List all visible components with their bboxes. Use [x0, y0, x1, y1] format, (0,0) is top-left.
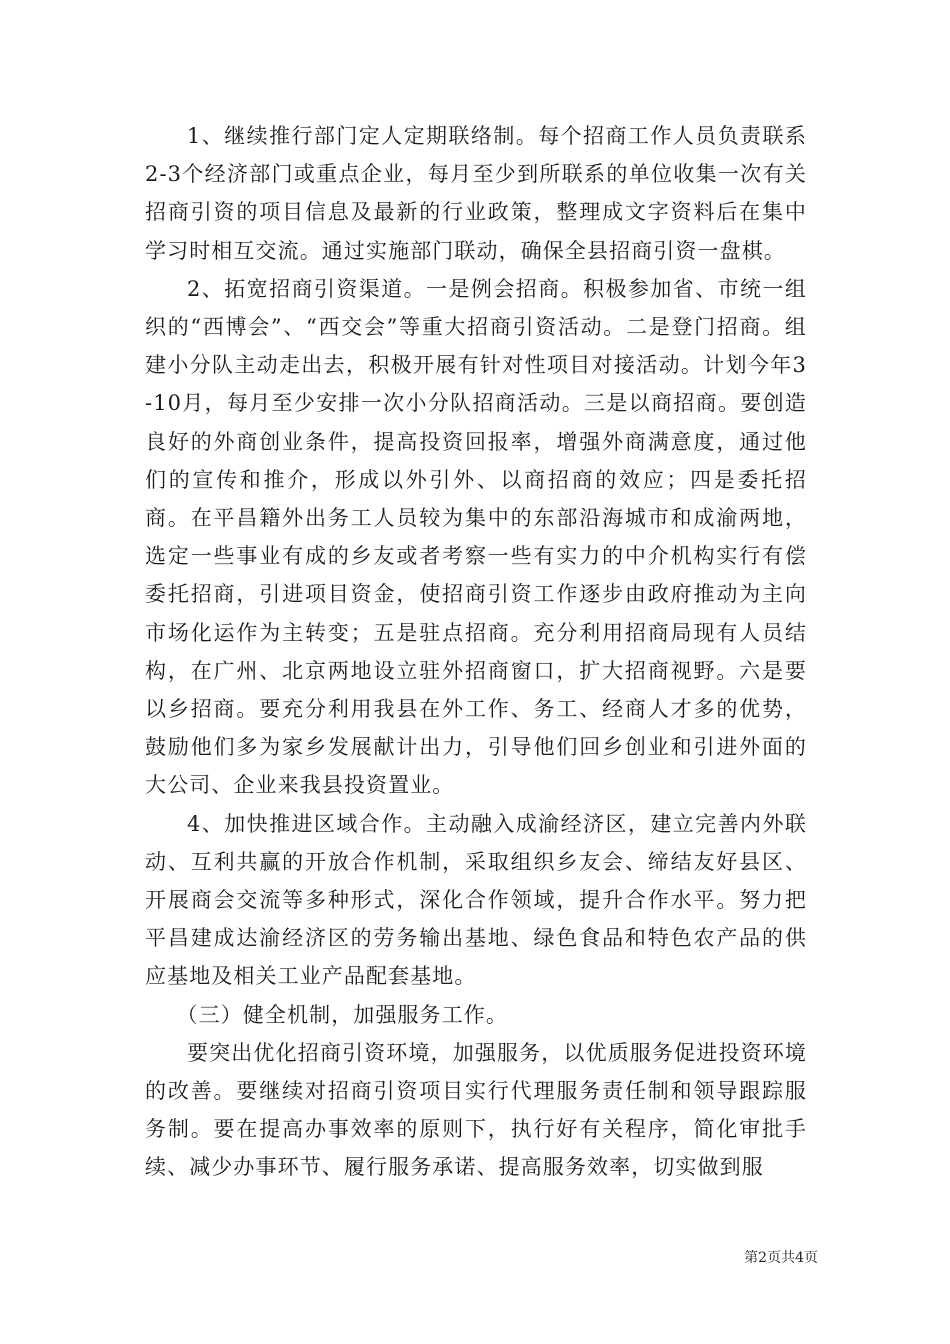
- paragraph-regional-cooperation: 4、加快推进区域合作。主动融入成渝经济区，建立完善内外联动、互利共赢的开放合作机制，采取组织乡友会、缔结友好县区、开展商会交流等多种形式，深化合作领域，提升合作水平。努力把平昌建成达渝经济区的劳务输出基地、绿色食品和特色农产品的供应基地及相关工业产品配套基地。: [145, 811, 807, 989]
- paragraph-liaison-system: 1、继续推行部门定人定期联络制。每个招商工作人员负责联系2-3个经济部门或重点企业，每月至少到所联系的单位收集一次有关招商引资的项目信息及最新的行业政策，整理成文字资料后在集中学习时相互交流。通过实施部门联动，确保全县招商引资一盘棋。: [145, 124, 807, 263]
- paragraph-service-environment: 要突出优化招商引资环境，加强服务，以优质服务促进投资环境的改善。要继续对招商引资项目实行代理服务责任制和领导跟踪服务制。要在提高办事效率的原则下，执行好有关程序，简化审批手续、减少办事环节、履行服务承诺、提高服务效率，切实做到服: [145, 1040, 807, 1180]
- page-number: 第2页共4页: [744, 1250, 818, 1266]
- paragraph-investment-channels: 2、拓宽招商引资渠道。一是例会招商。积极参加省、市统一组织的“西博会”、“西交会”等重大招商引资活动。二是登门招商。组建小分队主动走出去，积极开展有针对性项目对接活动。计划今年3-10月，每月至少安排一次小分队招商活动。三是以商招商。要创造良好的外商创业条件，提高投资回报率，增强外商满意度，通过他们的宣传和推介，形成以外引外、以商招商的效应；四是委托招商。在平昌籍外出务工人员较为集中的东部沿海城市和成渝两地，选定一些事业有成的乡友或者考察一些有实力的中介机构实行有偿委托招商，引进项目资金，使招商引资工作逐步由政府推动为主向市场化运作为主转变；五是驻点招商。充分利用招商局现有人员结构，在广州、北京两地设立驻外招商窗口，扩大招商视野。六是要以乡招商。要充分利用我县在外工作、务工、经商人才多的优势，鼓励他们多为家乡发展献计出力，引导他们回乡创业和引进外面的大公司、企业来我县投资置业。: [145, 276, 807, 798]
- section-heading-service: （三）健全机制，加强服务工作。: [176, 1002, 508, 1027]
- document-body: [145, 117, 807, 1187]
